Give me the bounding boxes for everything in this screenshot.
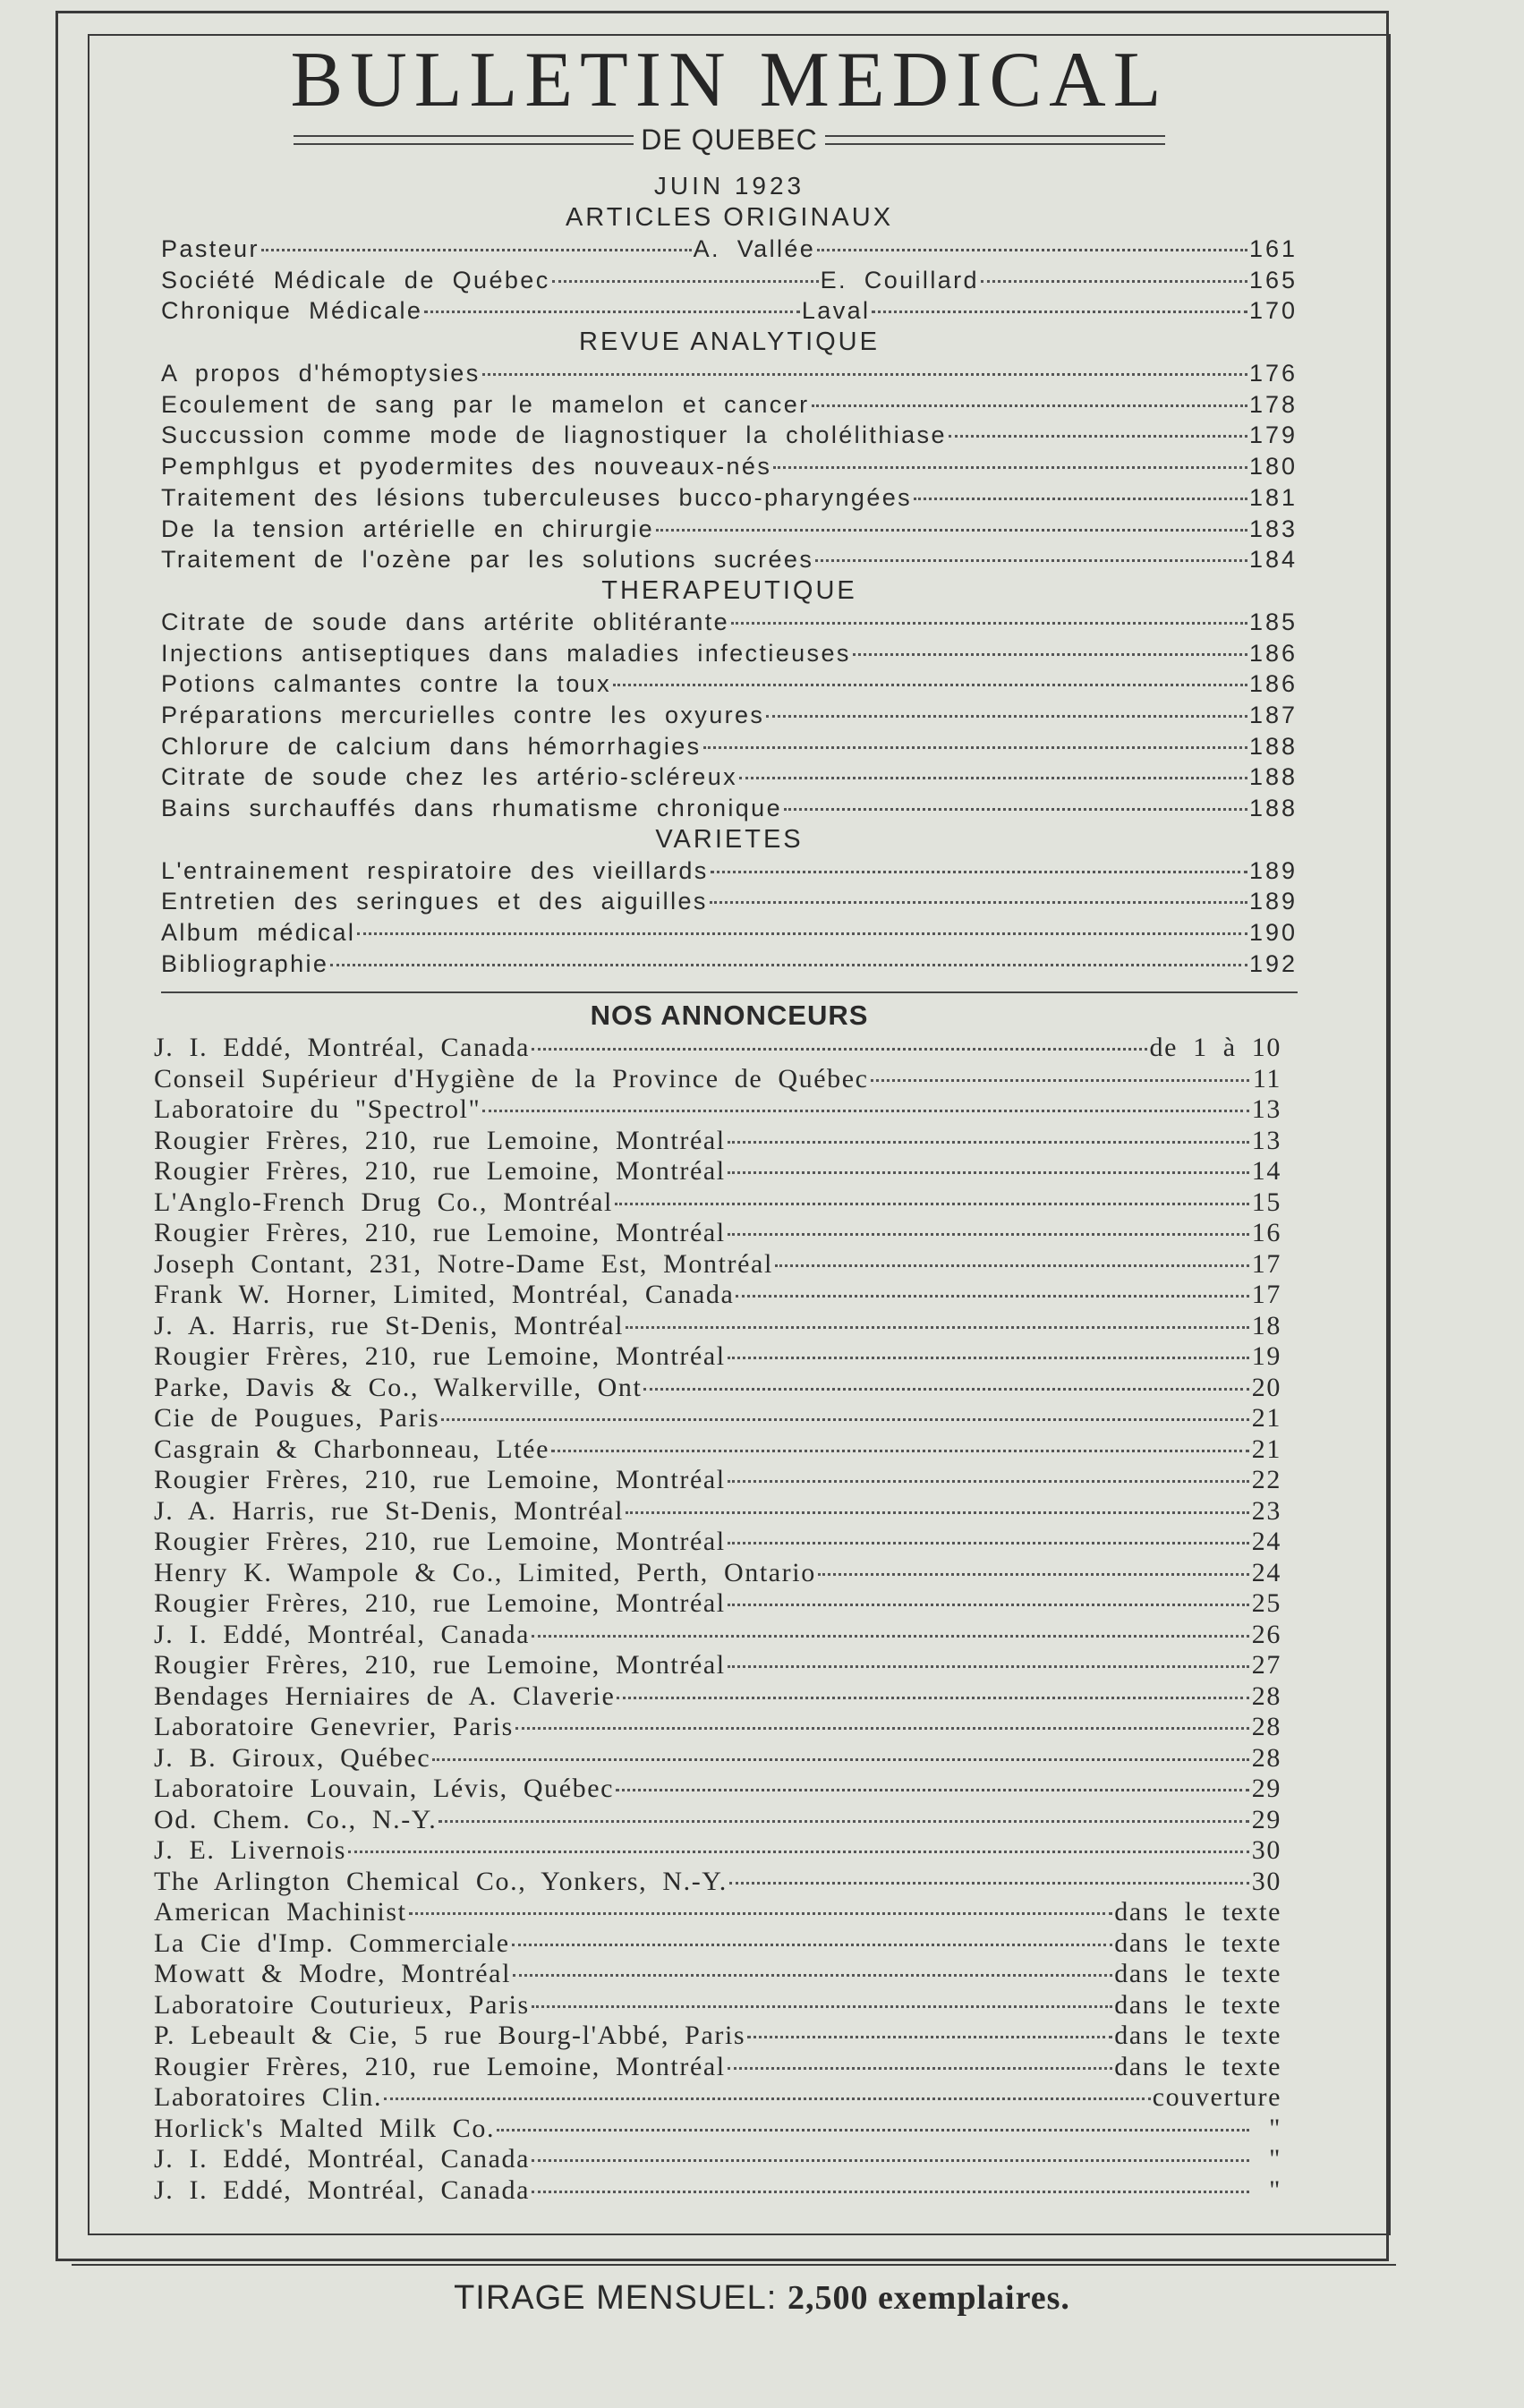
advertiser-name: Mowatt & Modre, Montréal [154, 1959, 512, 1989]
advertiser-entry [154, 1341, 1281, 1373]
toc-entry-author: Laval [801, 297, 871, 325]
leader-dots [615, 1203, 1249, 1205]
advertiser-entry [154, 1373, 1281, 1404]
leader-dots [613, 684, 1247, 686]
leader-dots [441, 1418, 1249, 1421]
advertiser-page: 29 [1251, 1774, 1281, 1804]
toc-entry-title: Chronique Médicale [161, 297, 423, 325]
leader-dots [728, 1171, 1249, 1174]
masthead-subtitle-block [161, 122, 1298, 157]
leader-dots [532, 2191, 1249, 2193]
leader-dots [643, 1388, 1249, 1391]
toc-entry-page: 185 [1248, 608, 1298, 635]
leader-dots [330, 964, 1247, 966]
advertiser-entry [154, 2175, 1281, 2207]
leader-dots [773, 466, 1247, 469]
advertiser-page: 25 [1251, 1588, 1281, 1619]
advertiser-entry [154, 1650, 1281, 1681]
leader-dots [728, 1665, 1249, 1668]
leader-dots [871, 1079, 1249, 1082]
toc-entry-title: Bains surchauffés dans rhumatisme chronique [161, 795, 783, 821]
advertiser-name: Laboratoire du "Spectrol" [154, 1094, 481, 1125]
advertiser-page: 28 [1251, 1680, 1281, 1711]
advertiser-entry [154, 1959, 1281, 1990]
toc-entry-page: 190 [1248, 919, 1298, 947]
leader-dots [728, 1480, 1249, 1483]
advertiser-name: J. I. Eddé, Montréal, Canada [154, 1619, 531, 1649]
toc-entry-page: 179 [1248, 421, 1298, 449]
advertiser-page: " [1269, 2144, 1281, 2174]
advertiser-page: de 1 à 10 [1149, 1033, 1281, 1063]
advertiser-name: Laboratoire Genevrier, Paris [154, 1712, 514, 1742]
circulation-label: TIRAGE MENSUEL: [454, 2279, 778, 2317]
toc-entry-title: Traitement des lésions tuberculeuses bucco-pharyngées [161, 483, 913, 511]
advertiser-entry [154, 1033, 1281, 1064]
advertiser-entry [154, 2144, 1281, 2175]
advertiser-page: dans le texte [1114, 1897, 1281, 1927]
leader-dots [532, 2005, 1112, 2008]
leader-dots [384, 2097, 1151, 2100]
leader-dots [482, 373, 1247, 376]
toc-entry-page: 192 [1248, 949, 1298, 977]
advertiser-entry [154, 1156, 1281, 1187]
toc-entry-title: Chlorure de calcium dans hémorrhagies [161, 732, 702, 760]
toc-entry-page: 188 [1248, 795, 1298, 821]
advertiser-page: 21 [1251, 1403, 1281, 1434]
advertiser-page: couverture [1152, 2082, 1281, 2113]
toc-entry [161, 886, 1298, 917]
advertiser-entry [154, 1928, 1281, 1960]
advertiser-name: J. E. Livernois [154, 1835, 346, 1866]
toc-entry [161, 855, 1298, 887]
advertiser-entry [154, 2021, 1281, 2052]
leader-dots [728, 1604, 1249, 1606]
advertiser-page: 16 [1251, 1218, 1281, 1248]
advertiser-name: J. B. Giroux, Québec [154, 1742, 431, 1773]
advertiser-page: 14 [1251, 1156, 1281, 1187]
advertiser-page: dans le texte [1114, 2051, 1281, 2081]
masthead-title: BULLETIN MEDICAL [290, 37, 1169, 123]
advertiser-name: Rougier Frères, 210, rue Lemoine, Montréal [154, 1218, 726, 1248]
advertiser-name: Parke, Davis & Co., Walkerville, Ont [154, 1372, 643, 1402]
leader-dots [432, 1758, 1249, 1761]
toc-entry-title: Ecoulement de sang par le mamelon et cancer [161, 390, 810, 418]
advertiser-name: Cie de Pougues, Paris [154, 1403, 440, 1434]
toc-entry [161, 544, 1298, 575]
toc-entry-page: 183 [1248, 515, 1298, 542]
advertiser-entry [154, 1681, 1281, 1713]
advertiser-name: La Cie d'Imp. Commerciale [154, 1927, 510, 1958]
advertiser-page: 17 [1251, 1280, 1281, 1310]
leader-dots [348, 1851, 1249, 1853]
advertiser-name: Henry K. Wampole & Co., Limited, Perth, Ontario [154, 1557, 816, 1587]
advertiser-entry [154, 1805, 1281, 1836]
toc-entry-page: 189 [1248, 888, 1298, 915]
toc-entry-author: A. Vallée [693, 235, 816, 262]
advertiser-entry [154, 1311, 1281, 1342]
toc-entry-page: 184 [1248, 546, 1298, 574]
advertiser-page: 28 [1251, 1712, 1281, 1742]
toc-entry-title: Préparations mercurielles contre les oxyures [161, 701, 765, 728]
toc-entry [161, 295, 1298, 327]
advertiser-entry [154, 1249, 1281, 1281]
advertiser-page: 30 [1251, 1866, 1281, 1896]
advertiser-entry [154, 1280, 1281, 1311]
toc-entry [161, 731, 1298, 762]
advertiser-name: L'Anglo-French Drug Co., Montréal [154, 1187, 613, 1217]
toc-entry [161, 514, 1298, 545]
leader-dots [853, 653, 1247, 656]
advertiser-entry [154, 1064, 1281, 1095]
toc-entry-page: 161 [1248, 235, 1298, 262]
advertiser-entry [154, 1835, 1281, 1867]
leader-dots [357, 932, 1247, 935]
leader-dots [766, 715, 1247, 718]
page-content [154, 36, 1298, 2206]
advertiser-entry [154, 1588, 1281, 1620]
advertiser-entry [154, 1558, 1281, 1589]
advertiser-entry [154, 1465, 1281, 1496]
toc-entry-page: 186 [1248, 639, 1298, 667]
advertiser-page: 23 [1251, 1495, 1281, 1526]
toc-entry-page: 180 [1248, 453, 1298, 481]
toc-entry-title: Entretien des seringues et des aiguilles [161, 888, 708, 915]
advertiser-page: 18 [1251, 1310, 1281, 1340]
advertiser-entry [154, 1897, 1281, 1928]
advertiser-name: Laboratoire Couturieux, Paris [154, 1989, 530, 2020]
advertiser-page: 21 [1251, 1434, 1281, 1464]
leader-dots [731, 622, 1247, 625]
toc-entry-title: Pemphlgus et pyodermites des nouveaux-nés [161, 453, 772, 481]
toc-entry-title: Pasteur [161, 235, 260, 262]
leader-dots [872, 311, 1247, 313]
toc-entry [161, 234, 1298, 265]
toc-entry [161, 420, 1298, 451]
toc-entry [161, 358, 1298, 389]
leader-dots [551, 1450, 1249, 1452]
advertiser-name: J. A. Harris, rue St-Denis, Montréal [154, 1310, 625, 1340]
advertiser-page: 28 [1251, 1742, 1281, 1773]
leader-dots [703, 746, 1247, 749]
leader-dots [949, 435, 1247, 438]
advertiser-name: Rougier Frères, 210, rue Lemoine, Montréal [154, 1156, 726, 1187]
leader-dots [552, 280, 819, 283]
advertiser-page: 26 [1251, 1619, 1281, 1649]
leader-dots [729, 1882, 1249, 1885]
advertiser-name: Conseil Supérieur d'Hygiène de la Province de Québec [154, 1063, 869, 1093]
advertiser-entry [154, 1990, 1281, 2021]
leader-dots [616, 1789, 1249, 1791]
advertiser-entry [154, 1867, 1281, 1898]
leader-dots [728, 1233, 1249, 1236]
leader-dots [512, 1944, 1113, 1946]
advertiser-page: 22 [1251, 1465, 1281, 1495]
advertiser-name: Rougier Frères, 210, rue Lemoine, Montréal [154, 1588, 726, 1619]
advertiser-entry [154, 1774, 1281, 1805]
leader-dots [626, 1511, 1249, 1514]
advertiser-page: 24 [1251, 1557, 1281, 1587]
advertiser-entry [154, 2114, 1281, 2145]
advertiser-name: Frank W. Horner, Limited, Montréal, Canada [154, 1280, 735, 1310]
leader-dots [728, 1141, 1249, 1144]
section-heading: VARIETES [655, 824, 804, 854]
toc-entry-author: E. Couillard [820, 266, 979, 294]
advertiser-page: 29 [1251, 1804, 1281, 1834]
toc-entry [161, 638, 1298, 669]
advertiser-page: dans le texte [1114, 1927, 1281, 1958]
leader-dots [736, 1295, 1249, 1298]
leader-dots [711, 871, 1247, 873]
leader-dots [261, 249, 692, 251]
toc-entry-title: Injections antiseptiques dans maladies infectieuses [161, 639, 851, 667]
advertiser-entry [154, 1620, 1281, 1651]
toc-entry-title: De la tension artérielle en chirurgie [161, 515, 655, 542]
leader-dots [775, 1264, 1249, 1267]
advertiser-name: J. I. Eddé, Montréal, Canada [154, 2174, 531, 2205]
leader-dots [812, 404, 1247, 407]
advertiser-page: 15 [1251, 1187, 1281, 1217]
advertiser-page: " [1269, 2174, 1281, 2205]
advertiser-page: 24 [1251, 1527, 1281, 1557]
advertiser-page: dans le texte [1114, 1959, 1281, 1989]
advertiser-name: P. Lebeault & Cie, 5 rue Bourg-l'Abbé, Paris [154, 2021, 746, 2051]
leader-dots [497, 2129, 1249, 2131]
toc-entry [161, 700, 1298, 731]
toc-entry-page: 187 [1248, 701, 1298, 728]
leader-dots [532, 1048, 1147, 1051]
toc-entry-title: Album médical [161, 919, 356, 947]
advertiser-entry [154, 1403, 1281, 1434]
toc-entry-page: 188 [1248, 732, 1298, 760]
table-of-contents [161, 202, 1298, 979]
advertiser-name: Laboratoires Clin. [154, 2082, 383, 2113]
advertiser-name: Horlick's Malted Milk Co. [154, 2113, 496, 2143]
section-heading: ARTICLES ORIGINAUX [565, 203, 894, 232]
toc-entry-page: 189 [1248, 856, 1298, 884]
toc-entry [161, 793, 1298, 824]
leader-dots [424, 311, 800, 313]
toc-entry [161, 265, 1298, 296]
leader-dots [515, 1727, 1249, 1730]
subtitle-rule-right [825, 135, 1165, 145]
circulation-value: 2,500 exemplaires. [787, 2279, 1070, 2317]
advertiser-entry [154, 1094, 1281, 1126]
toc-entry [161, 917, 1298, 949]
leader-dots [617, 1697, 1249, 1699]
toc-entry-title: Société Médicale de Québec [161, 266, 550, 294]
leader-dots [981, 280, 1247, 283]
toc-entry-title: Traitement de l'ozène par les solutions sucrées [161, 546, 814, 574]
advertiser-entry [154, 1527, 1281, 1558]
advertiser-name: Rougier Frères, 210, rue Lemoine, Montréal [154, 1650, 726, 1680]
toc-entry [161, 762, 1298, 793]
toc-entry-title: A propos d'hémoptysies [161, 360, 481, 387]
advertiser-entry [154, 2082, 1281, 2114]
advertiser-page: dans le texte [1114, 1989, 1281, 2020]
advertiser-name: J. I. Eddé, Montréal, Canada [154, 1033, 531, 1063]
advertiser-page: 17 [1251, 1248, 1281, 1279]
advertiser-page: 13 [1251, 1094, 1281, 1125]
advertiser-name: Joseph Contant, 231, Notre-Dame Est, Montréal [154, 1248, 773, 1279]
leader-dots [409, 1912, 1113, 1915]
leader-dots [728, 2067, 1113, 2070]
advertiser-page: 27 [1251, 1650, 1281, 1680]
section-heading: REVUE ANALYTIQUE [579, 328, 880, 357]
leader-dots [914, 498, 1247, 500]
advertiser-page: 13 [1251, 1125, 1281, 1155]
leader-dots [817, 249, 1247, 251]
advertiser-name: The Arlington Chemical Co., Yonkers, N.-Y. [154, 1866, 728, 1896]
leader-dots [532, 2159, 1249, 2162]
advertiser-entry [154, 1712, 1281, 1743]
masthead-subtitle: DE QUEBEC [641, 123, 818, 156]
leader-dots [784, 808, 1247, 811]
advertiser-entry [154, 2052, 1281, 2083]
toc-entry-page: 165 [1248, 266, 1298, 294]
advertiser-entry [154, 1743, 1281, 1774]
section-heading: THERAPEUTIQUE [601, 575, 857, 605]
toc-entry-page: 181 [1248, 483, 1298, 511]
issue-date: JUIN 1923 [653, 172, 805, 200]
advertiser-name: J. I. Eddé, Montréal, Canada [154, 2144, 531, 2174]
toc-entry [161, 668, 1298, 700]
leader-dots [482, 1110, 1249, 1112]
section-divider [161, 991, 1298, 993]
toc-entry [161, 389, 1298, 421]
leader-dots [532, 1635, 1249, 1638]
advertiser-name: Rougier Frères, 210, rue Lemoine, Montréal [154, 1341, 726, 1372]
leader-dots [710, 901, 1247, 904]
leader-dots [815, 559, 1247, 562]
toc-entry-page: 186 [1248, 670, 1298, 698]
leader-dots [656, 529, 1247, 532]
toc-entry-page: 176 [1248, 360, 1298, 387]
leader-dots [438, 1820, 1249, 1823]
subtitle-rule-left [294, 135, 634, 145]
toc-entry-title: Bibliographie [161, 949, 329, 977]
advertiser-entry [154, 1434, 1281, 1466]
leader-dots [739, 777, 1247, 779]
leader-dots [728, 1542, 1249, 1544]
leader-dots [513, 1974, 1112, 1977]
advertiser-page: dans le texte [1114, 2021, 1281, 2051]
advertiser-name: Bendages Herniaires de A. Claverie [154, 1680, 616, 1711]
advertiser-name: J. A. Harris, rue St-Denis, Montréal [154, 1495, 625, 1526]
toc-entry [161, 607, 1298, 638]
advertiser-page: 20 [1251, 1372, 1281, 1402]
toc-entry-page: 178 [1248, 390, 1298, 418]
leader-dots [728, 1357, 1249, 1359]
advertiser-name: Rougier Frères, 210, rue Lemoine, Montréal [154, 1125, 726, 1155]
toc-entry [161, 451, 1298, 482]
advertiser-page: 11 [1252, 1063, 1281, 1093]
advertiser-name: Rougier Frères, 210, rue Lemoine, Montréal [154, 1527, 726, 1557]
toc-entry-page: 188 [1248, 763, 1298, 791]
toc-entry-title: L'entrainement respiratoire des vieillards [161, 856, 709, 884]
advertiser-name: American Machinist [154, 1897, 407, 1927]
advertiser-name: Laboratoire Louvain, Lévis, Québec [154, 1774, 615, 1804]
toc-entry-title: Citrate de soude chez les artério-scléreux [161, 763, 738, 791]
advertiser-entry [154, 1187, 1281, 1219]
advertiser-name: Casgrain & Charbonneau, Ltée [154, 1434, 550, 1464]
leader-dots [626, 1326, 1249, 1329]
toc-entry-title: Succussion comme mode de liagnostiquer la cholélithiase [161, 421, 947, 449]
toc-entry-title: Potions calmantes contre la toux [161, 670, 612, 698]
advertiser-name: Od. Chem. Co., N.-Y. [154, 1804, 438, 1834]
bottom-rule [72, 2264, 1396, 2266]
toc-entry-title: Citrate de soude dans artérite oblitérante [161, 608, 730, 635]
advertiser-page: " [1269, 2113, 1281, 2143]
leader-dots [818, 1573, 1249, 1576]
leader-dots [747, 2036, 1112, 2038]
advertiser-entry [154, 1126, 1281, 1157]
advertiser-name: Rougier Frères, 210, rue Lemoine, Montréal [154, 2051, 726, 2081]
toc-entry [161, 482, 1298, 514]
toc-entry-page: 170 [1248, 297, 1298, 325]
circulation-footer [0, 2271, 1524, 2325]
advertiser-name: Rougier Frères, 210, rue Lemoine, Montréal [154, 1465, 726, 1495]
advertiser-entry [154, 1496, 1281, 1527]
advertiser-page: 19 [1251, 1341, 1281, 1372]
advertiser-entry [154, 1218, 1281, 1249]
advertisers-list [154, 1033, 1281, 2206]
advertisers-heading: NOS ANNONCEURS [590, 1000, 869, 1032]
advertiser-page: 30 [1251, 1835, 1281, 1866]
toc-entry [161, 949, 1298, 980]
